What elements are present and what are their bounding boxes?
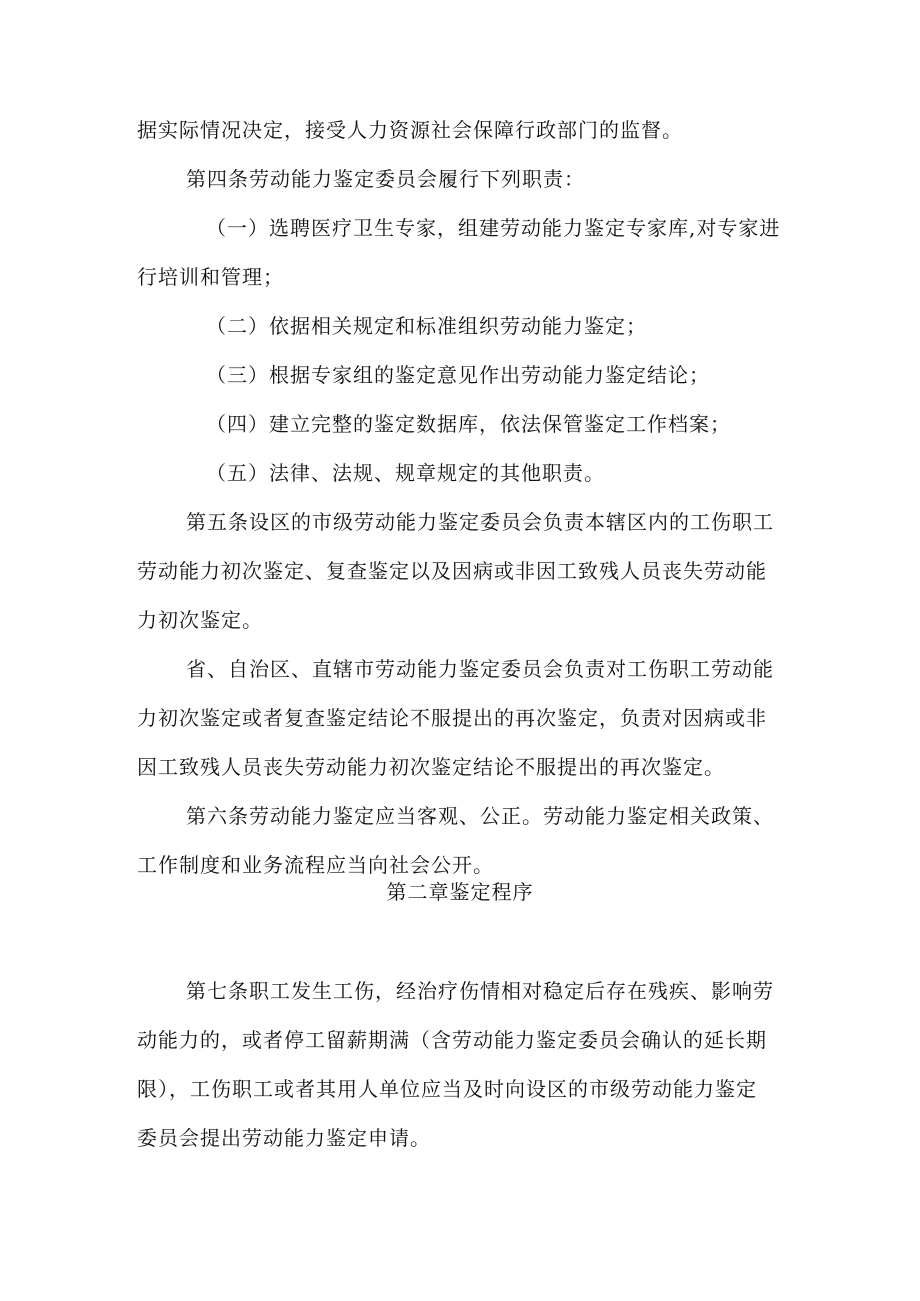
article-5-line-1: 第五条设区的市级劳动能力鉴定委员会负责本辖区内的工伤职工 xyxy=(186,510,774,534)
article-7-line-1: 第七条职工发生工伤，经治疗伤情相对稳定后存在残疾、影响劳 xyxy=(186,979,774,1003)
article-5-para-2-line-3: 因工致残人员丧失劳动能力初次鉴定结论不服提出的再次鉴定。 xyxy=(137,755,725,779)
article-6-line-2: 工作制度和业务流程应当向社会公开。 xyxy=(137,853,494,877)
article-4-item-1-cont: 行培训和管理； xyxy=(137,265,284,289)
chapter-2-heading: 第二章鉴定程序 xyxy=(386,880,534,904)
article-4-item-2: （二）依据相关规定和标准组织劳动能力鉴定； xyxy=(206,314,647,338)
article-4-item-1: （一）选聘医疗卫生专家，组建劳动能力鉴定专家库,对专家进 xyxy=(206,216,781,240)
article-4-item-3: （三）根据专家组的鉴定意见作出劳动能力鉴定结论； xyxy=(206,363,710,387)
article-5-line-3: 力初次鉴定。 xyxy=(137,608,263,632)
article-4-item-4: （四）建立完整的鉴定数据库，依法保管鉴定工作档案； xyxy=(206,412,731,436)
article-4-item-5: （五）法律、法规、规章规定的其他职责。 xyxy=(206,461,605,485)
article-4-heading: 第四条劳动能力鉴定委员会履行下列职责： xyxy=(186,167,585,191)
article-7-line-3: 限），工伤职工或者其用人单位应当及时向设区的市级劳动能力鉴定 xyxy=(137,1077,757,1101)
article-5-para-2-line-2: 力初次鉴定或者复查鉴定结论不服提出的再次鉴定，负责对因病或非 xyxy=(137,706,767,730)
text-line-continuation: 据实际情况决定，接受人力资源社会保障行政部门的监督。 xyxy=(137,118,683,142)
article-7-line-4: 委员会提出劳动能力鉴定申请。 xyxy=(137,1126,431,1150)
article-5-line-2: 劳动能力初次鉴定、复查鉴定以及因病或非因工致残人员丧失劳动能 xyxy=(137,559,767,583)
article-6-line-1: 第六条劳动能力鉴定应当客观、公正。劳动能力鉴定相关政策、 xyxy=(186,804,774,828)
article-7-line-2: 动能力的，或者停工留薪期满（含劳动能力鉴定委员会确认的延长期 xyxy=(137,1028,767,1052)
article-5-para-2-line-1: 省、自治区、直辖市劳动能力鉴定委员会负责对工伤职工劳动能 xyxy=(186,657,774,681)
